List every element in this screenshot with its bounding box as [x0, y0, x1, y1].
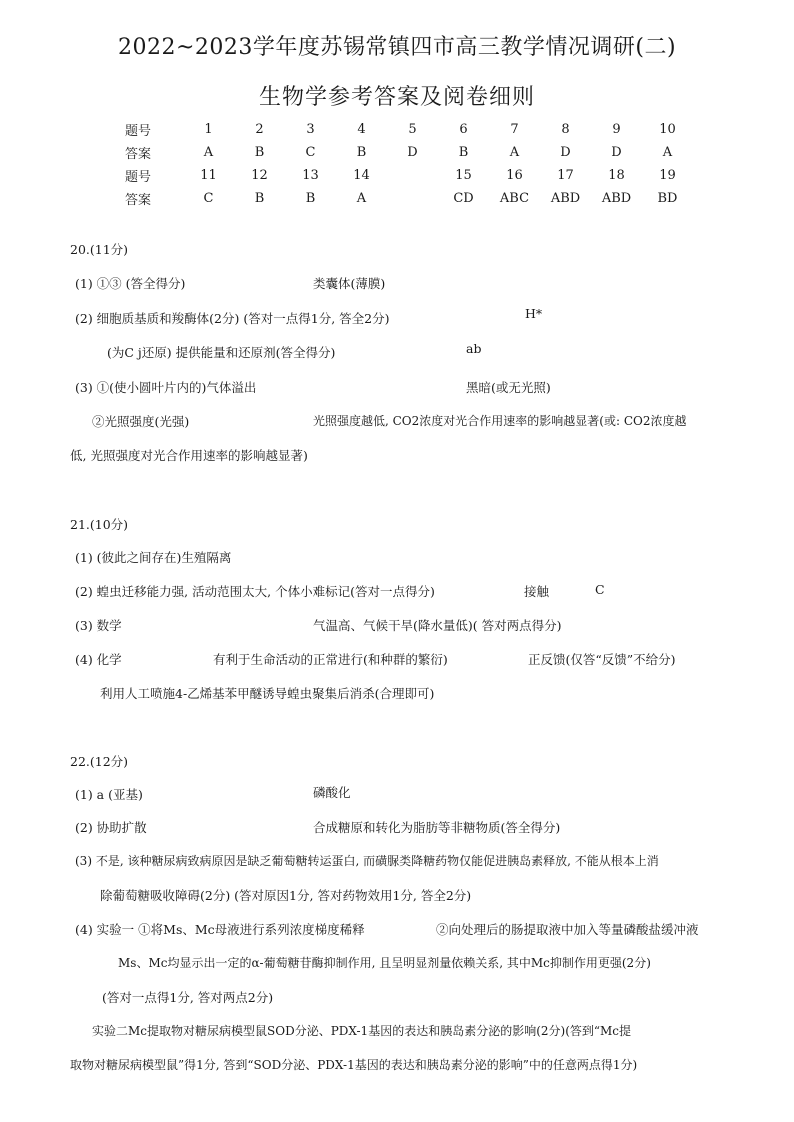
q22-line5-right: ②向处理后的肠提取液中加入等量磷酸盐缓冲液: [436, 922, 699, 937]
q20-line4-left: (3) ①(使小圆叶片内的)气体溢出: [75, 380, 257, 395]
answer-table-cell: 8: [561, 122, 570, 137]
answer-table-cell: A: [356, 191, 367, 206]
answer-table-cell: 12: [251, 168, 268, 183]
q21-line5: 利用人工喷施4-乙烯基苯甲醚诱导蝗虫聚集后消杀(合理即可): [100, 686, 435, 701]
answer-table-cell: 15: [455, 168, 472, 183]
answer-table-cell: D: [560, 145, 571, 160]
q22-line3: (3) 不是, 该种糖尿病致病原因是缺乏葡萄糖转运蛋白, 而磺脲类降糖药物仅能促进胰岛素释放, 不能从根本上消: [75, 854, 659, 868]
answer-table-cell: A: [509, 145, 520, 160]
answer-table-cell: C: [203, 191, 214, 206]
answer-table-cell: B: [254, 145, 265, 160]
answer-table-cell: B: [254, 191, 265, 206]
q20-line3-left: (为C j还原) 提供能量和还原剂(答全得分): [107, 345, 336, 360]
q20-line5-left: ②光照强度(光强): [92, 414, 190, 429]
q20-line1-right: 类囊体(薄膜): [313, 276, 386, 291]
answer-table-cell: 4: [357, 122, 366, 137]
answer-table-cell: 9: [612, 122, 621, 137]
answer-table-cell: D: [407, 145, 418, 160]
answer-table-cell: 5: [408, 122, 417, 137]
q22-line1-left: (1) a (亚基): [75, 787, 143, 802]
q21-line3-left: (3) 数学: [75, 618, 122, 633]
q21-line2-mid: 接触: [524, 584, 550, 599]
q22-line4: 除葡萄糖吸收障碍(2分) (答对原因1分, 答对药物效用1分, 答全2分): [100, 888, 472, 903]
q22-line2-left: (2) 协助扩散: [75, 820, 147, 835]
q20-line3-right: ab: [466, 341, 482, 356]
answer-table-cell: 18: [608, 168, 625, 183]
q21-line4-right: 正反馈(仅答“反馈”不给分): [528, 652, 676, 667]
answer-table-cell: B: [458, 145, 469, 160]
answer-table-cell: ABD: [601, 191, 632, 206]
q20-heading: 20.(11分): [70, 242, 129, 257]
q21-line1: (1) (彼此之间存在)生殖隔离: [75, 550, 232, 565]
answer-table: [125, 118, 705, 210]
q21-line2-right: C: [595, 582, 605, 597]
q22-line6: Ms、Mc均显示出一定的α-葡萄糖苷酶抑制作用, 且呈明显剂量依赖关系, 其中Mc抑制作用更强(2分): [118, 956, 651, 970]
answer-table-cell: B: [356, 145, 367, 160]
q22-line5-left: (4) 实验一 ①将Ms、Mc母液进行系列浓度梯度稀释: [75, 922, 365, 937]
answer-table-cell: 6: [459, 122, 468, 137]
answer-table-cell: 19: [659, 168, 676, 183]
q22-heading: 22.(12分): [70, 754, 129, 769]
answer-row: [125, 141, 705, 164]
q20-line2-right: H*: [525, 306, 543, 321]
q22-line9: 取物对糖尿病模型鼠”得1分, 答到“SOD分泌、PDX-1基因的表达和胰岛素分泌的影响”中的任意两点得1分): [70, 1058, 638, 1072]
q22-line2-right: 合成糖原和转化为脂肪等非糖物质(答全得分): [313, 820, 561, 835]
answer-table-cell: BD: [657, 191, 678, 206]
q22-line1-right: 磷酸化: [313, 785, 351, 800]
row-label: 题号: [125, 124, 152, 139]
answer-table-cell: D: [611, 145, 622, 160]
answer-table-cell: ABC: [499, 191, 530, 206]
answer-table-cell: 14: [353, 168, 370, 183]
q21-line4-left: (4) 化学: [75, 652, 122, 667]
answer-table-cell: A: [662, 145, 673, 160]
question-number-row: [125, 164, 705, 187]
answer-table-cell: 2: [255, 122, 264, 137]
q21-line3-right: 气温高、气候干旱(降水量低)( 答对两点得分): [313, 618, 562, 633]
answer-table-cell: 10: [659, 122, 676, 137]
answer-table-cell: B: [305, 191, 316, 206]
q21-line4-mid: 有利于生命活动的正常进行(和种群的繁衍): [213, 652, 448, 667]
q20-line2-left: (2) 细胞质基质和羧酶体(2分) (答对一点得1分, 答全2分): [75, 311, 390, 326]
q20-line6: 低, 光照强度对光合作用速率的影响越显著): [70, 448, 308, 463]
answer-table-cell: 3: [306, 122, 315, 137]
question-number-row: [125, 118, 705, 141]
answer-table-cell: 1: [204, 122, 213, 137]
row-label: 答案: [125, 147, 152, 162]
answer-table-cell: A: [203, 145, 214, 160]
answer-table-cell: 17: [557, 168, 574, 183]
row-label: 题号: [125, 170, 152, 185]
answer-table-cell: ABD: [550, 191, 581, 206]
answer-table-cell: 7: [510, 122, 519, 137]
q21-heading: 21.(10分): [70, 517, 129, 532]
q20-line5-right: 光照强度越低, CO2浓度对光合作用速率的影响越显著(或: CO2浓度越: [313, 414, 687, 428]
answer-table-cell: CD: [453, 191, 474, 206]
answer-table-cell: 11: [200, 168, 217, 183]
document-title: 2022~2023学年度苏锡常镇四市高三教学情况调研(二): [117, 35, 677, 60]
answer-row: [125, 187, 705, 210]
q22-line8: 实验二Mc提取物对糖尿病模型鼠SOD分泌、PDX-1基因的表达和胰岛素分泌的影响(2分)(答到“Mc提: [92, 1024, 632, 1038]
q20-line1-left: (1) ①③ (答全得分): [75, 276, 186, 291]
q21-line2-left: (2) 蝗虫迁移能力强, 活动范围太大, 个体小难标记(答对一点得分): [75, 584, 435, 599]
answer-table-cell: C: [305, 145, 316, 160]
q22-line7: (答对一点得1分, 答对两点2分): [102, 990, 274, 1005]
document-subtitle: 生物学参考答案及阅卷细则: [258, 85, 535, 110]
answer-table-cell: 13: [302, 168, 319, 183]
row-label: 答案: [125, 193, 152, 208]
answer-table-cell: 16: [506, 168, 523, 183]
q20-line4-right: 黑暗(或无光照): [466, 380, 551, 395]
